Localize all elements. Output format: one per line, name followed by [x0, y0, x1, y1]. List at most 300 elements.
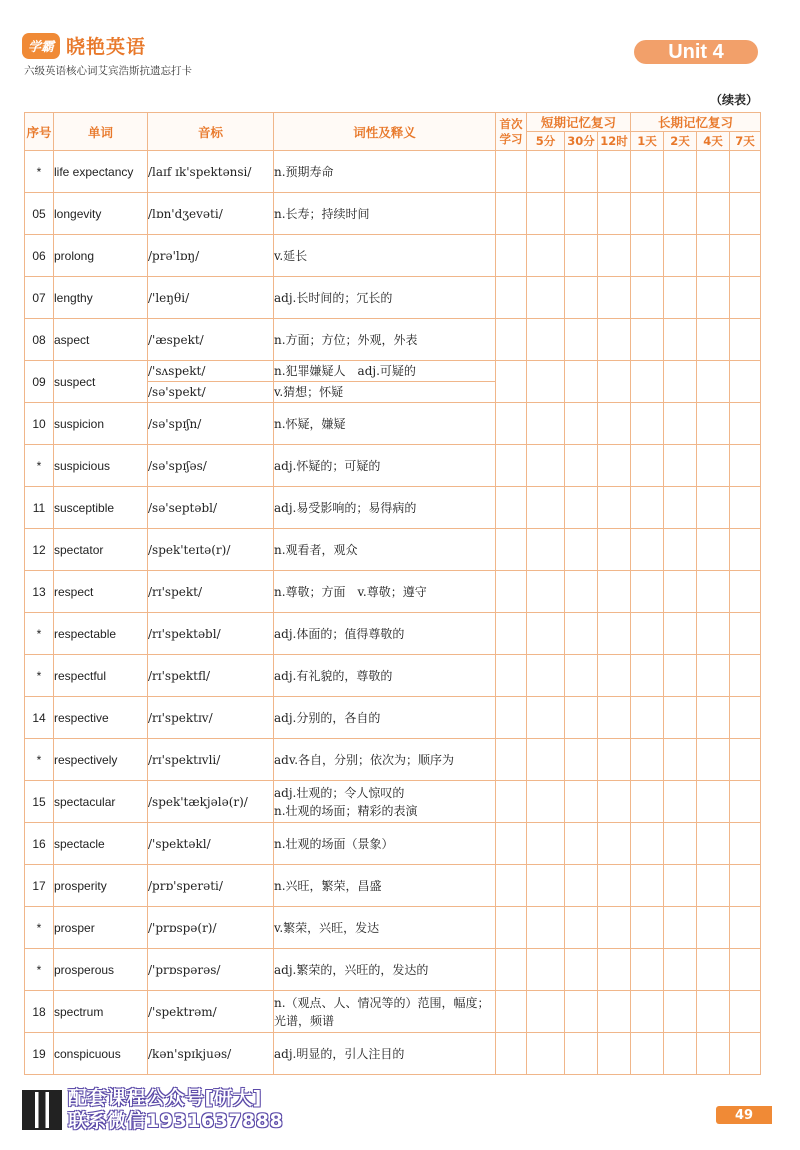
table-row [25, 445, 761, 487]
row-number: * [25, 613, 54, 655]
check-4day[interactable] [697, 613, 730, 655]
check-5min[interactable] [527, 487, 565, 529]
check-7day[interactable] [730, 739, 761, 781]
check-1day[interactable] [631, 403, 664, 445]
header-30min: 30分 [565, 132, 598, 151]
row-word: spectrum [54, 991, 148, 1033]
row-word: prosperous [54, 949, 148, 991]
row-phonetic: /spek'tækjələ(r)/ [148, 781, 274, 823]
check-5min[interactable] [527, 403, 565, 445]
table-row [25, 823, 761, 865]
check-7day[interactable] [730, 781, 761, 823]
check-30min[interactable] [565, 823, 598, 865]
row-definition: adj.体面的；值得尊敬的 [274, 613, 496, 655]
check-7day[interactable] [730, 991, 761, 1033]
check-30min[interactable] [565, 781, 598, 823]
header-short-review: 短期记忆复习 [527, 113, 631, 132]
row-number: 15 [25, 781, 54, 823]
row-phonetic: /kən'spɪkjuəs/ [148, 1033, 274, 1075]
check-30min[interactable] [565, 361, 598, 403]
check-4day[interactable] [697, 991, 730, 1033]
check-5min[interactable] [527, 865, 565, 907]
check-4day[interactable] [697, 949, 730, 991]
check-first-study[interactable] [496, 403, 527, 445]
check-first-study[interactable] [496, 823, 527, 865]
page-number: 49 [716, 1106, 772, 1124]
check-12h[interactable] [598, 277, 631, 319]
row-number: 16 [25, 823, 54, 865]
check-12h[interactable] [598, 571, 631, 613]
phonetic-verb: /sə'spekt/ [148, 381, 274, 402]
check-1day[interactable] [631, 655, 664, 697]
check-1day[interactable] [631, 823, 664, 865]
check-12h[interactable] [598, 907, 631, 949]
check-4day[interactable] [697, 739, 730, 781]
check-2day[interactable] [664, 865, 697, 907]
check-first-study[interactable] [496, 991, 527, 1033]
table-row [25, 949, 761, 991]
check-12h[interactable] [598, 865, 631, 907]
row-definition: v.延长 [274, 235, 496, 277]
row-phonetic: /rɪ'spektɪvli/ [148, 739, 274, 781]
check-7day[interactable] [730, 529, 761, 571]
check-2day[interactable] [664, 613, 697, 655]
row-number: 14 [25, 697, 54, 739]
promo-text [68, 1087, 283, 1133]
row-definition: adv.各自，分别；依次为；顺序为 [274, 739, 496, 781]
row-phonetic [148, 361, 274, 403]
check-12h[interactable] [598, 319, 631, 361]
row-number: 10 [25, 403, 54, 445]
check-4day[interactable] [697, 697, 730, 739]
check-4day[interactable] [697, 1033, 730, 1075]
check-7day[interactable] [730, 277, 761, 319]
check-30min[interactable] [565, 235, 598, 277]
check-5min[interactable] [527, 907, 565, 949]
check-7day[interactable] [730, 193, 761, 235]
row-phonetic: /sə'septəbl/ [148, 487, 274, 529]
check-7day[interactable] [730, 235, 761, 277]
check-7day[interactable] [730, 319, 761, 361]
check-first-study[interactable] [496, 277, 527, 319]
check-4day[interactable] [697, 907, 730, 949]
brand-name: 晓艳英语 [66, 36, 147, 58]
check-4day[interactable] [697, 319, 730, 361]
check-12h[interactable] [598, 739, 631, 781]
check-1day[interactable] [631, 445, 664, 487]
check-5min[interactable] [527, 361, 565, 403]
unit-label: Unit 4 [634, 40, 758, 64]
check-12h[interactable] [598, 991, 631, 1033]
row-word: lengthy [54, 277, 148, 319]
row-word: suspicious [54, 445, 148, 487]
check-12h[interactable] [598, 613, 631, 655]
row-definition: adj.长时间的；冗长的 [274, 277, 496, 319]
check-4day[interactable] [697, 193, 730, 235]
check-first-study[interactable] [496, 361, 527, 403]
check-30min[interactable] [565, 445, 598, 487]
check-12h[interactable] [598, 949, 631, 991]
check-1day[interactable] [631, 907, 664, 949]
row-number: 18 [25, 991, 54, 1033]
table-row [25, 319, 761, 361]
table-row [25, 151, 761, 193]
check-2day[interactable] [664, 1033, 697, 1075]
row-definition: adj.怀疑的；可疑的 [274, 445, 496, 487]
row-number: * [25, 151, 54, 193]
row-phonetic: /prə'lɒŋ/ [148, 235, 274, 277]
check-5min[interactable] [527, 1033, 565, 1075]
row-number: 09 [25, 361, 54, 403]
check-7day[interactable] [730, 445, 761, 487]
check-1day[interactable] [631, 361, 664, 403]
check-12h[interactable] [598, 361, 631, 403]
check-30min[interactable] [565, 277, 598, 319]
check-first-study[interactable] [496, 865, 527, 907]
row-definition: adj.分别的，各自的 [274, 697, 496, 739]
row-word: life expectancy [54, 151, 148, 193]
check-2day[interactable] [664, 697, 697, 739]
table-row [25, 361, 761, 403]
check-1day[interactable] [631, 781, 664, 823]
check-30min[interactable] [565, 193, 598, 235]
row-number: 19 [25, 1033, 54, 1075]
check-4day[interactable] [697, 277, 730, 319]
table-row [25, 487, 761, 529]
check-first-study[interactable] [496, 445, 527, 487]
check-12h[interactable] [598, 655, 631, 697]
row-number: * [25, 739, 54, 781]
check-4day[interactable] [697, 361, 730, 403]
check-1day[interactable] [631, 697, 664, 739]
table-row [25, 655, 761, 697]
table-row [25, 571, 761, 613]
row-number: * [25, 655, 54, 697]
check-30min[interactable] [565, 739, 598, 781]
row-word: conspicuous [54, 1033, 148, 1075]
header-no: 序号 [25, 113, 54, 151]
row-definition [274, 361, 496, 403]
check-4day[interactable] [697, 823, 730, 865]
check-30min[interactable] [565, 949, 598, 991]
check-2day[interactable] [664, 151, 697, 193]
check-12h[interactable] [598, 151, 631, 193]
check-30min[interactable] [565, 571, 598, 613]
check-7day[interactable] [730, 949, 761, 991]
row-word: respect [54, 571, 148, 613]
check-2day[interactable] [664, 403, 697, 445]
check-7day[interactable] [730, 613, 761, 655]
row-word: susceptible [54, 487, 148, 529]
check-12h[interactable] [598, 529, 631, 571]
check-7day[interactable] [730, 697, 761, 739]
check-5min[interactable] [527, 613, 565, 655]
qr-code-icon [22, 1090, 62, 1130]
check-4day[interactable] [697, 487, 730, 529]
check-5min[interactable] [527, 697, 565, 739]
check-5min[interactable] [527, 445, 565, 487]
row-definition: n.观看者，观众 [274, 529, 496, 571]
check-2day[interactable] [664, 907, 697, 949]
row-number: 13 [25, 571, 54, 613]
row-phonetic: /laɪf ɪk'spektənsi/ [148, 151, 274, 193]
row-number: 07 [25, 277, 54, 319]
check-first-study[interactable] [496, 613, 527, 655]
check-2day[interactable] [664, 571, 697, 613]
check-1day[interactable] [631, 991, 664, 1033]
check-2day[interactable] [664, 319, 697, 361]
check-1day[interactable] [631, 151, 664, 193]
check-first-study[interactable] [496, 907, 527, 949]
row-phonetic: /spek'teɪtə(r)/ [148, 529, 274, 571]
check-5min[interactable] [527, 151, 565, 193]
row-number: 05 [25, 193, 54, 235]
table-row [25, 781, 761, 823]
row-word: spectacular [54, 781, 148, 823]
table-row [25, 403, 761, 445]
definition-verb: v.猜想；怀疑 [270, 381, 495, 402]
check-30min[interactable] [565, 697, 598, 739]
table-row [25, 739, 761, 781]
row-definition: n.怀疑，嫌疑 [274, 403, 496, 445]
check-7day[interactable] [730, 655, 761, 697]
row-phonetic: /'prɒspərəs/ [148, 949, 274, 991]
row-word: suspicion [54, 403, 148, 445]
definition-line-2: n.壮观的场面；精彩的表演 [274, 803, 418, 818]
check-first-study[interactable] [496, 193, 527, 235]
promo-line-1: 配套课程公众号[研大] [68, 1087, 262, 1109]
check-7day[interactable] [730, 865, 761, 907]
check-first-study[interactable] [496, 529, 527, 571]
row-definition: adj.明显的，引人注目的 [274, 1033, 496, 1075]
check-7day[interactable] [730, 403, 761, 445]
check-5min[interactable] [527, 571, 565, 613]
check-7day[interactable] [730, 1033, 761, 1075]
check-30min[interactable] [565, 1033, 598, 1075]
check-5min[interactable] [527, 529, 565, 571]
check-2day[interactable] [664, 823, 697, 865]
check-7day[interactable] [730, 361, 761, 403]
check-7day[interactable] [730, 823, 761, 865]
header-7day: 7天 [730, 132, 761, 151]
row-definition: adj.繁荣的，兴旺的，发达的 [274, 949, 496, 991]
row-definition: v.繁荣，兴旺，发达 [274, 907, 496, 949]
row-phonetic: /'spektəkl/ [148, 823, 274, 865]
check-1day[interactable] [631, 319, 664, 361]
check-2day[interactable] [664, 655, 697, 697]
table-row [25, 991, 761, 1033]
table-row [25, 277, 761, 319]
header-1day: 1天 [631, 132, 664, 151]
check-first-study[interactable] [496, 739, 527, 781]
row-word: prolong [54, 235, 148, 277]
row-number: 12 [25, 529, 54, 571]
logo-badge: 学霸 [22, 33, 60, 59]
row-word: suspect [54, 361, 148, 403]
row-definition: n.方面；方位；外观，外表 [274, 319, 496, 361]
check-5min[interactable] [527, 781, 565, 823]
header-word: 单词 [54, 113, 148, 151]
check-2day[interactable] [664, 487, 697, 529]
row-definition: adj.易受影响的；易得病的 [274, 487, 496, 529]
check-7day[interactable] [730, 571, 761, 613]
phonetic-noun: /'sʌspekt/ [148, 364, 206, 378]
check-first-study[interactable] [496, 571, 527, 613]
check-5min[interactable] [527, 319, 565, 361]
row-definition: n.兴旺，繁荣，昌盛 [274, 865, 496, 907]
check-first-study[interactable] [496, 235, 527, 277]
table-row [25, 613, 761, 655]
table-row [25, 1033, 761, 1075]
row-word: spectator [54, 529, 148, 571]
check-2day[interactable] [664, 361, 697, 403]
check-30min[interactable] [565, 403, 598, 445]
definition-noun: n.犯罪嫌疑人 adj.可疑的 [274, 364, 416, 378]
check-7day[interactable] [730, 151, 761, 193]
check-first-study[interactable] [496, 655, 527, 697]
check-4day[interactable] [697, 445, 730, 487]
row-word: longevity [54, 193, 148, 235]
row-definition [274, 781, 496, 823]
check-30min[interactable] [565, 907, 598, 949]
check-1day[interactable] [631, 949, 664, 991]
check-12h[interactable] [598, 445, 631, 487]
row-number: * [25, 949, 54, 991]
check-12h[interactable] [598, 697, 631, 739]
check-30min[interactable] [565, 151, 598, 193]
definition-line-1: adj.壮观的；令人惊叹的 [274, 785, 405, 800]
row-definition: n.预期寿命 [274, 151, 496, 193]
header-definition: 词性及释义 [274, 113, 496, 151]
check-1day[interactable] [631, 487, 664, 529]
row-definition: n.长寿；持续时间 [274, 193, 496, 235]
check-first-study[interactable] [496, 697, 527, 739]
row-definition: adj.有礼貌的，尊敬的 [274, 655, 496, 697]
check-30min[interactable] [565, 613, 598, 655]
check-30min[interactable] [565, 865, 598, 907]
book-subtitle: 六级英语核心词艾宾浩斯抗遗忘打卡 [24, 65, 192, 77]
check-first-study[interactable] [496, 781, 527, 823]
row-number: 08 [25, 319, 54, 361]
row-phonetic: /'æspekt/ [148, 319, 274, 361]
row-number: 06 [25, 235, 54, 277]
check-7day[interactable] [730, 487, 761, 529]
row-definition: n.壮观的场面（景象） [274, 823, 496, 865]
check-1day[interactable] [631, 865, 664, 907]
check-2day[interactable] [664, 235, 697, 277]
check-2day[interactable] [664, 781, 697, 823]
check-12h[interactable] [598, 1033, 631, 1075]
row-word: prosper [54, 907, 148, 949]
check-2day[interactable] [664, 193, 697, 235]
brand-logo [22, 32, 146, 59]
check-1day[interactable] [631, 1033, 664, 1075]
check-4day[interactable] [697, 655, 730, 697]
check-1day[interactable] [631, 235, 664, 277]
check-1day[interactable] [631, 571, 664, 613]
check-1day[interactable] [631, 613, 664, 655]
check-4day[interactable] [697, 529, 730, 571]
check-4day[interactable] [697, 571, 730, 613]
check-first-study[interactable] [496, 319, 527, 361]
check-1day[interactable] [631, 277, 664, 319]
check-2day[interactable] [664, 445, 697, 487]
check-first-study[interactable] [496, 1033, 527, 1075]
check-4day[interactable] [697, 151, 730, 193]
check-4day[interactable] [697, 403, 730, 445]
check-12h[interactable] [598, 403, 631, 445]
row-definition: n.尊敬；方面 v.尊敬；遵守 [274, 571, 496, 613]
check-12h[interactable] [598, 193, 631, 235]
check-2day[interactable] [664, 529, 697, 571]
check-2day[interactable] [664, 739, 697, 781]
check-first-study[interactable] [496, 949, 527, 991]
check-1day[interactable] [631, 529, 664, 571]
check-12h[interactable] [598, 235, 631, 277]
check-4day[interactable] [697, 781, 730, 823]
check-2day[interactable] [664, 949, 697, 991]
table-row [25, 865, 761, 907]
row-phonetic: /'spektrəm/ [148, 991, 274, 1033]
check-2day[interactable] [664, 991, 697, 1033]
check-5min[interactable] [527, 949, 565, 991]
check-30min[interactable] [565, 487, 598, 529]
check-first-study[interactable] [496, 487, 527, 529]
check-7day[interactable] [730, 907, 761, 949]
row-word: spectacle [54, 823, 148, 865]
check-12h[interactable] [598, 781, 631, 823]
row-phonetic: /rɪ'spekt/ [148, 571, 274, 613]
check-5min[interactable] [527, 739, 565, 781]
check-5min[interactable] [527, 193, 565, 235]
check-4day[interactable] [697, 235, 730, 277]
check-30min[interactable] [565, 991, 598, 1033]
header-first-study: 首次学习 [496, 113, 527, 151]
check-5min[interactable] [527, 991, 565, 1033]
check-5min[interactable] [527, 235, 565, 277]
header-4day: 4天 [697, 132, 730, 151]
check-4day[interactable] [697, 865, 730, 907]
row-number: * [25, 907, 54, 949]
check-1day[interactable] [631, 193, 664, 235]
check-30min[interactable] [565, 529, 598, 571]
check-1day[interactable] [631, 739, 664, 781]
check-5min[interactable] [527, 277, 565, 319]
row-phonetic: /rɪ'spektəbl/ [148, 613, 274, 655]
row-phonetic: /rɪ'spektfl/ [148, 655, 274, 697]
row-number: 11 [25, 487, 54, 529]
check-30min[interactable] [565, 655, 598, 697]
check-2day[interactable] [664, 277, 697, 319]
check-12h[interactable] [598, 823, 631, 865]
check-30min[interactable] [565, 319, 598, 361]
header-phonetic: 音标 [148, 113, 274, 151]
row-phonetic: /'leŋθi/ [148, 277, 274, 319]
row-word: prosperity [54, 865, 148, 907]
row-definition: n.（观点、人、情况等的）范围，幅度；光谱，频谱 [274, 991, 496, 1033]
row-number: 17 [25, 865, 54, 907]
check-12h[interactable] [598, 487, 631, 529]
row-word: respectable [54, 613, 148, 655]
header-12h: 12时 [598, 132, 631, 151]
promo-line-2: 联系微信1931637888 [68, 1110, 284, 1132]
check-5min[interactable] [527, 655, 565, 697]
table-row [25, 907, 761, 949]
check-5min[interactable] [527, 823, 565, 865]
check-first-study[interactable] [496, 151, 527, 193]
continued-note: （续表） [709, 93, 758, 107]
header-5min: 5分 [527, 132, 565, 151]
